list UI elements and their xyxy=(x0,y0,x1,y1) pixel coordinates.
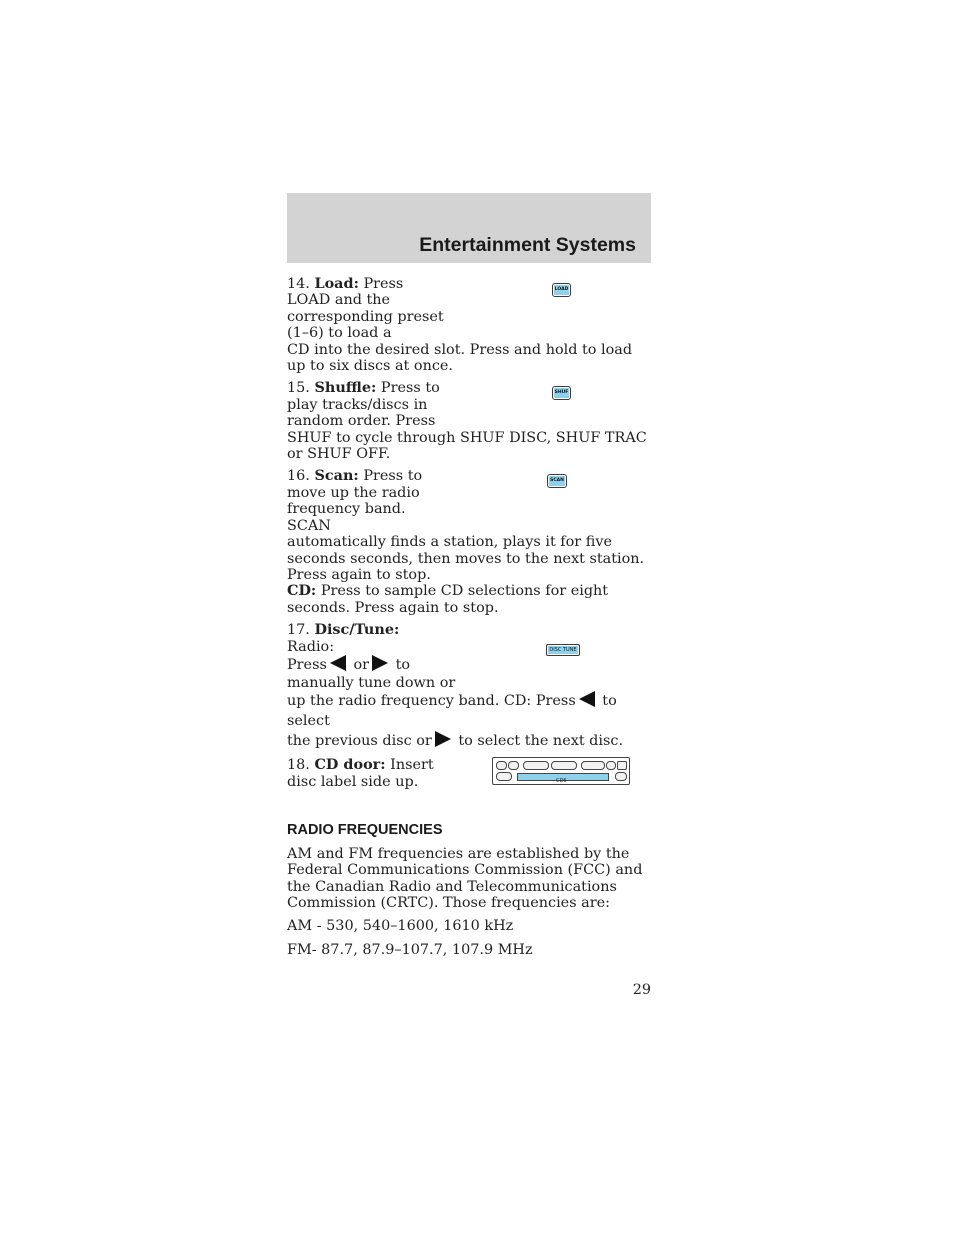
line4-b: to select xyxy=(287,693,617,730)
item-text: Insert disc label side up. xyxy=(287,757,434,790)
item-scan-intro xyxy=(287,468,447,534)
item-shuffle-intro xyxy=(287,380,447,429)
page-number: 29 xyxy=(632,982,651,998)
panel-button xyxy=(496,761,507,770)
tune-line-3: manually tune down or xyxy=(287,674,456,691)
cd-changer-panel-illustration xyxy=(492,757,630,785)
load-button-icon: LOAD xyxy=(552,283,571,297)
fm-frequencies: FM- 87.7, 87.9–107.7, 107.9 MHz xyxy=(287,941,533,958)
item-load-intro xyxy=(287,276,447,342)
item-number: 16. xyxy=(287,468,310,485)
panel-button xyxy=(581,761,605,770)
item-number: 15. xyxy=(287,380,310,397)
line5-b: to select the next disc. xyxy=(458,733,624,750)
item-shuffle xyxy=(287,380,651,462)
cd-slot xyxy=(517,773,609,785)
radio-frequencies-intro: AM and FM frequencies are established by the Federal Communications Commission (FCC) and the Canadian Radio and Telecommunications Commission (CRTC). Those frequencies are: xyxy=(287,845,643,911)
tune-line-4 xyxy=(287,691,651,731)
item-text-full: SHUF to cycle through SHUF DISC, SHUF TRAC or SHUF OFF. xyxy=(287,429,647,463)
left-arrow-icon xyxy=(579,691,595,707)
item-text-full: CD into the desired slot. Press and hold to load up to six discs at once. xyxy=(287,341,633,375)
item-label: CD door: xyxy=(314,756,386,774)
scan-button-icon: SCAN xyxy=(547,474,567,488)
item-text-full: automatically finds a station, plays it for five seconds seconds, then moves to the next station. Press again to stop. xyxy=(287,534,645,583)
item-cd-door xyxy=(287,757,651,791)
cd-scan-text xyxy=(287,583,651,616)
radio-frequencies-heading: RADIO FREQUENCIES xyxy=(287,822,443,839)
panel-button xyxy=(606,761,616,770)
section-header xyxy=(287,193,651,263)
tune-line xyxy=(287,655,651,675)
item-disc-tune-intro xyxy=(287,622,447,655)
shuffle-button-icon: SHUF xyxy=(552,386,571,400)
am-frequencies: AM - 530, 540–1600, 1610 kHz xyxy=(287,918,514,935)
left-arrow-icon xyxy=(330,655,346,671)
panel-eject-button xyxy=(617,761,627,770)
item-text: Press LOAD and the corresponding preset (1–6) to load a xyxy=(287,276,444,342)
item-load xyxy=(287,276,651,374)
item-text: Press to move up the radio frequency band. SCAN xyxy=(287,468,423,534)
item-label: Shuffle: xyxy=(314,379,377,397)
cd-slot-label: CD6 xyxy=(556,778,567,785)
section-title: Entertainment Systems xyxy=(419,234,636,256)
right-arrow-icon xyxy=(435,731,451,747)
to-word: to xyxy=(395,656,411,673)
item-disc-tune xyxy=(287,622,651,751)
panel-button xyxy=(615,772,627,781)
item-label: Load: xyxy=(314,275,359,292)
page-content xyxy=(287,276,651,965)
line5-a: the previous disc or xyxy=(287,733,432,750)
or-word: or xyxy=(353,656,369,673)
radio-text: Radio: xyxy=(287,638,335,655)
item-label: Scan: xyxy=(314,467,359,485)
item-label: Disc/Tune: xyxy=(314,621,400,639)
cd-label: CD: xyxy=(287,582,317,600)
tune-line-5 xyxy=(287,731,651,751)
disc-tune-button-icon: DISC TUNE xyxy=(546,644,580,656)
right-arrow-icon xyxy=(372,655,388,671)
press-word: Press xyxy=(287,656,327,673)
item-number: 14. xyxy=(287,276,310,292)
panel-button xyxy=(523,761,549,770)
item-cd-door-intro xyxy=(287,757,447,790)
panel-button xyxy=(496,772,512,781)
item-scan xyxy=(287,468,651,616)
panel-button xyxy=(508,761,519,770)
cd-text: Press to sample CD selections for eight seconds. Press again to stop. xyxy=(287,583,609,616)
line4-a: up the radio frequency band. CD: Press xyxy=(287,693,576,710)
item-number: 17. xyxy=(287,622,310,639)
panel-button xyxy=(551,761,577,770)
item-number: 18. xyxy=(287,757,310,774)
item-text: Press to play tracks/discs in random order. Press xyxy=(287,380,440,430)
